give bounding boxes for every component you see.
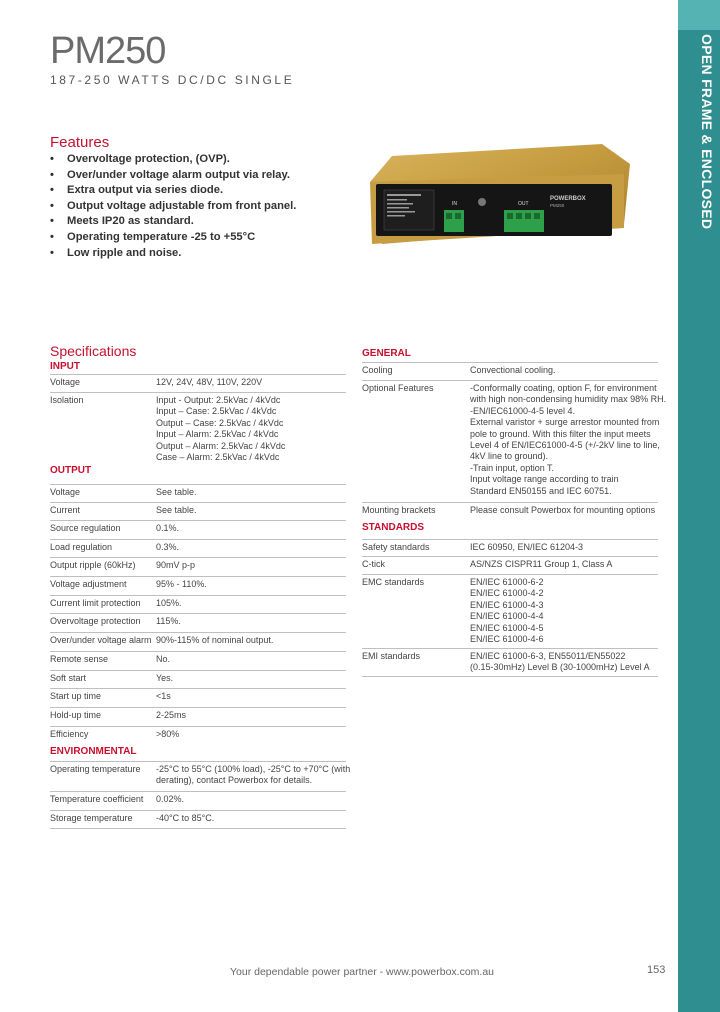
bullet-icon: • [50,184,54,197]
feature-item: • Over/under voltage alarm output via relay. [50,168,296,184]
product-photo [362,144,630,262]
bullet-icon: • [50,199,54,212]
spec-row: Soft start Yes. [50,670,346,689]
footer-tagline: Your dependable power partner - www.powerbox.com.au [230,966,495,978]
general-heading: GENERAL [362,348,411,359]
spec-row: Storage temperature -40°C to 85°C. [50,810,346,829]
page-title: PM250 [50,30,166,72]
spec-row: Voltage adjustment 95% - 110%. [50,576,346,596]
spec-row: Temperature coefficient 0.02%. [50,791,346,811]
output-label: OUT [518,201,529,207]
features-list [50,152,296,261]
spec-row: Voltage See table. [50,484,346,503]
specifications-heading: Specifications [50,343,137,359]
spec-row: EMC standards EN/IEC 61000-6-2 EN/IEC 61000-4-2 EN/IEC 61000-4-3 EN/IEC 61000-4-4 EN/IEC 61000-4-5 EN/IEC 61000-4-6 [362,574,658,649]
bullet-icon: • [50,168,54,181]
spec-row: Start up time <1s [50,688,346,708]
spec-label: Isolation [50,395,84,405]
spec-row: EMI standards EN/IEC 61000-6-3, EN55011/EN55022 (0.15-30mHz) Level B (30-1000mHz) Level A [362,648,658,677]
feature-item: • Output voltage adjustable from front panel. [50,199,296,215]
feature-item: • Low ripple and noise. [50,246,296,262]
spec-row: Cooling Convectional cooling. [362,362,658,381]
spec-row: Remote sense No. [50,651,346,671]
feature-item: • Operating temperature -25 to +55°C [50,230,296,246]
spec-row [50,392,346,463]
spec-row: Hold-up time 2-25ms [50,707,346,727]
spec-row: Output ripple (60kHz) 90mV p-p [50,557,346,577]
feature-item: • Extra output via series diode. [50,183,296,199]
side-tab-label: OPEN FRAME & ENCLOSED [699,34,715,230]
bullet-icon: • [50,230,54,243]
model-label: PM250 [550,203,565,208]
input-label: IN [452,201,457,207]
spec-row: Operating temperature -25°C to 55°C (100% load), -25°C to +70°C (with derating), contact Powerbox for details. [50,761,346,792]
spec-value: 12V, 24V, 48V, 110V, 220V [156,377,263,387]
input-heading: INPUT [50,361,80,372]
feature-item: • Overvoltage protection, (OVP). [50,152,296,168]
output-heading: OUTPUT [50,465,92,476]
spec-row: Load regulation 0.3%. [50,539,346,558]
page-number: 153 [647,964,666,976]
spec-row: Overvoltage protection 115%. [50,613,346,633]
brand-logo: POWERBOX [550,196,586,202]
side-tab-accent [678,0,720,30]
table-end-rule [362,676,658,677]
spec-row: Over/under voltage alarm 90%-115% of nominal output. [50,632,346,652]
spec-row: Safety standards IEC 60950, EN/IEC 61204-3 [362,539,658,557]
spec-row: Mounting brackets Please consult Powerbox for mounting options [362,502,658,520]
spec-row: Current limit protection 105%. [50,595,346,614]
bullet-icon: • [50,153,54,165]
page-subtitle: 187-250 WATTS DC/DC SINGLE [50,73,295,87]
bullet-icon: • [50,246,54,259]
environmental-heading: ENVIRONMENTAL [50,746,137,757]
table-end-rule [50,828,346,829]
standards-heading: STANDARDS [362,522,425,533]
spec-label: Voltage [50,377,81,387]
feature-item: • Meets IP20 as standard. [50,214,296,230]
spec-row [50,374,346,393]
spec-row: Current See table. [50,502,346,521]
spec-row: Optional Features -Conformally coating, option F, for environment with high non-condensing humidity max 98% RH. -EN/IEC61000-4-5 level 4. External varistor + surge arrestor mounted from pole to ground. With this filter the input meets Level 4 of EN/IEC61000-4-5 (+/-2kV line to line, 4kV line to ground). -Train input, option T. Input voltage range according to train Standard EN50155 and IEC 60751. [362,380,658,503]
features-heading: Features [50,134,110,151]
bullet-icon: • [50,215,54,228]
spec-row: C-tick AS/NZS CISPR11 Group 1, Class A [362,556,658,575]
spec-row: Source regulation 0.1%. [50,520,346,540]
spec-row: Efficiency >80% [50,726,346,745]
spec-value: Input - Output: 2.5kVac / 4kVdc Input – Case: 2.5kVac / 4kVdc Output – Case: 2.5kVac / 4kVdc Input – Alarm: 2.5kVac / 4kVdc Output – Alarm: 2.5kVac / 4kVdc Case – Alarm: 2.5kVac / 4kVdc [156,395,286,463]
